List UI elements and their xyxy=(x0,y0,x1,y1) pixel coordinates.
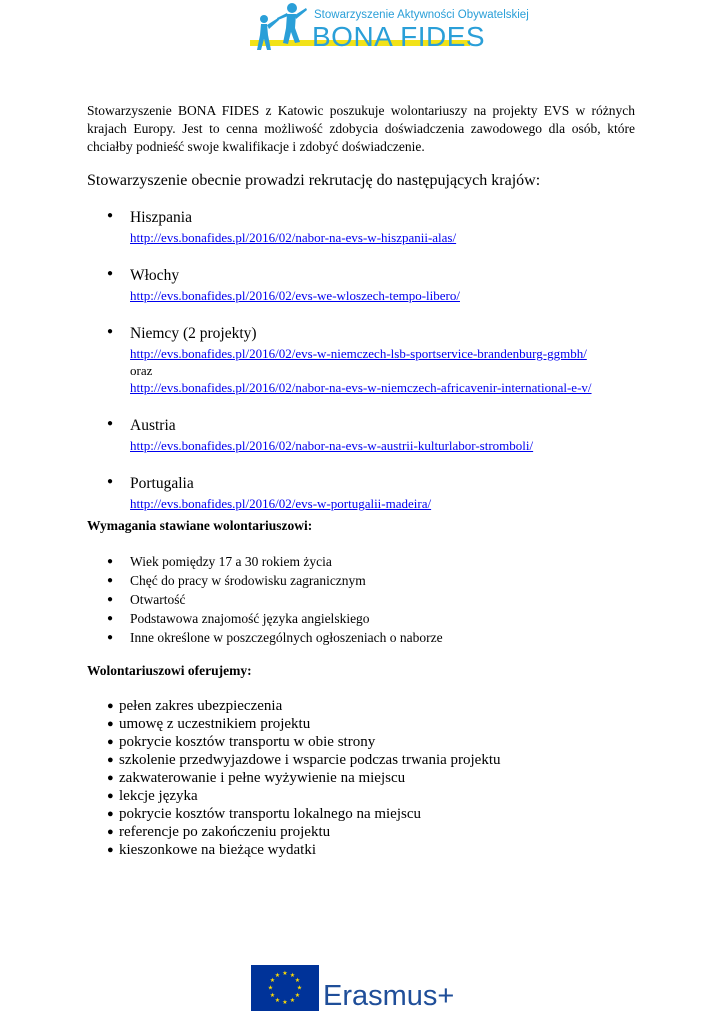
bullet-icon: ● xyxy=(107,808,114,820)
list-item xyxy=(87,697,501,715)
svg-text:★: ★ xyxy=(274,972,281,979)
requirement-text: Podstawowa znajomość języka angielskiego xyxy=(130,611,370,626)
svg-text:★: ★ xyxy=(269,977,276,984)
offer-text: zakwaterowanie i pełne wyżywienie na miejscu xyxy=(119,770,406,786)
countries-list xyxy=(87,207,687,531)
svg-text:★: ★ xyxy=(294,992,301,999)
country-name: Portugalia xyxy=(130,475,194,492)
offer-list xyxy=(87,697,501,859)
list-item xyxy=(87,841,501,859)
bullet-icon: ● xyxy=(107,594,114,605)
recruitment-lead: Stowarzyszenie obecnie prowadzi rekrutację do następujących krajów: xyxy=(87,172,541,189)
bullet-icon: ● xyxy=(107,632,114,643)
country-link[interactable]: http://evs.bonafides.pl/2016/02/nabor-na-evs-w-austrii-kulturlabor-stromboli/ xyxy=(130,438,534,453)
intro-paragraph: Stowarzyszenie BONA FIDES z Katowic poszukuje wolontariuszy na projekty EVS w różnych krajach Europy. Jest to cenna możliwość zdobycia doświadczenia zawodowego dla osób, które chciałby podnieść swoje kwalifikacje i zdobyć doświadczenie. xyxy=(87,103,635,154)
country-item-austria xyxy=(87,415,687,454)
bullet-icon: ● xyxy=(107,268,114,279)
requirements-list xyxy=(87,552,443,647)
list-item xyxy=(87,733,501,751)
list-item xyxy=(87,769,501,787)
country-link[interactable]: http://evs.bonafides.pl/2016/02/evs-w-portugalii-madeira/ xyxy=(130,496,432,511)
svg-text:★: ★ xyxy=(294,977,301,984)
bullet-icon: ● xyxy=(107,556,114,567)
country-link[interactable]: http://evs.bonafides.pl/2016/02/evs-w-niemczech-lsb-sportservice-brandenburg-ggmbh/ xyxy=(130,346,587,361)
requirement-text: Otwartość xyxy=(130,592,186,607)
offer-text: lekcje języka xyxy=(119,788,198,804)
offer-text: szkolenie przedwyjazdowe i wsparcie podczas trwania projektu xyxy=(119,752,501,768)
bullet-icon: ● xyxy=(107,736,114,748)
list-item xyxy=(87,823,501,841)
offer-text: kieszonkowe na bieżące wydatki xyxy=(119,842,316,858)
list-item xyxy=(87,715,501,733)
country-link-second[interactable]: http://evs.bonafides.pl/2016/02/nabor-na-evs-w-niemczech-africavenir-international-e-v/ xyxy=(130,380,592,395)
list-item xyxy=(87,571,443,590)
list-item xyxy=(87,609,443,628)
bullet-icon: ● xyxy=(107,772,114,784)
offer-text: pokrycie kosztów transportu lokalnego na miejscu xyxy=(119,806,422,822)
country-item-portugal xyxy=(87,473,687,512)
country-item-spain xyxy=(87,207,687,246)
bullet-icon: ● xyxy=(107,826,114,838)
svg-text:★: ★ xyxy=(289,972,296,979)
link-separator: oraz xyxy=(130,363,153,378)
country-link[interactable]: http://evs.bonafides.pl/2016/02/nabor-na-evs-w-hiszpanii-alas/ xyxy=(130,230,457,245)
offer-text: referencje po zakończeniu projektu xyxy=(119,824,331,840)
list-item xyxy=(87,751,501,769)
country-name: Hiszpania xyxy=(130,209,192,226)
bullet-icon: ● xyxy=(107,613,114,624)
list-item xyxy=(87,628,443,647)
country-item-italy xyxy=(87,265,687,304)
bullet-icon: ● xyxy=(107,718,114,730)
list-item xyxy=(87,590,443,609)
svg-text:★: ★ xyxy=(267,984,274,992)
bullet-icon: ● xyxy=(107,210,114,221)
offer-text: pełen zakres ubezpieczenia xyxy=(119,698,283,714)
requirements-heading: Wymagania stawiane wolontariuszowi: xyxy=(87,518,313,533)
list-item xyxy=(87,787,501,805)
country-name: Włochy xyxy=(130,267,180,284)
svg-text:★: ★ xyxy=(274,997,281,1004)
erasmus-logo-text: Erasmus+ xyxy=(323,980,455,1012)
requirement-text: Inne określone w poszczególnych ogłoszeniach o naborze xyxy=(130,630,443,645)
svg-text:★: ★ xyxy=(269,992,276,999)
eu-flag-icon xyxy=(251,965,319,1011)
bullet-icon: ● xyxy=(107,844,114,856)
logo-tagline: Stowarzyszenie Aktywności Obywatelskiej xyxy=(314,9,529,21)
country-item-germany xyxy=(87,323,687,396)
logo-name: BONA FIDES xyxy=(312,21,486,52)
country-link[interactable]: http://evs.bonafides.pl/2016/02/evs-we-wloszech-tempo-libero/ xyxy=(130,288,460,303)
offer-text: pokrycie kosztów transportu w obie strony xyxy=(119,734,376,750)
requirement-text: Wiek pomiędzy 17 a 30 rokiem życia xyxy=(130,554,332,569)
offer-heading: Wolontariuszowi oferujemy: xyxy=(87,663,252,678)
requirement-text: Chęć do pracy w środowisku zagranicznym xyxy=(130,573,366,588)
bullet-icon: ● xyxy=(107,326,114,337)
svg-text:★: ★ xyxy=(282,970,288,977)
svg-text:★: ★ xyxy=(296,984,303,992)
svg-text:★: ★ xyxy=(289,997,296,1004)
country-name: Austria xyxy=(130,417,176,434)
bullet-icon: ● xyxy=(107,418,114,429)
bullet-icon: ● xyxy=(107,476,114,487)
svg-text:★: ★ xyxy=(282,999,288,1006)
bullet-icon: ● xyxy=(107,754,114,766)
country-name: Niemcy (2 projekty) xyxy=(130,325,257,342)
bullet-icon: ● xyxy=(107,700,114,712)
list-item xyxy=(87,805,501,823)
list-item xyxy=(87,552,443,571)
bullet-icon: ● xyxy=(107,575,114,586)
offer-text: umowę z uczestnikiem projektu xyxy=(119,716,311,732)
bullet-icon: ● xyxy=(107,790,114,802)
